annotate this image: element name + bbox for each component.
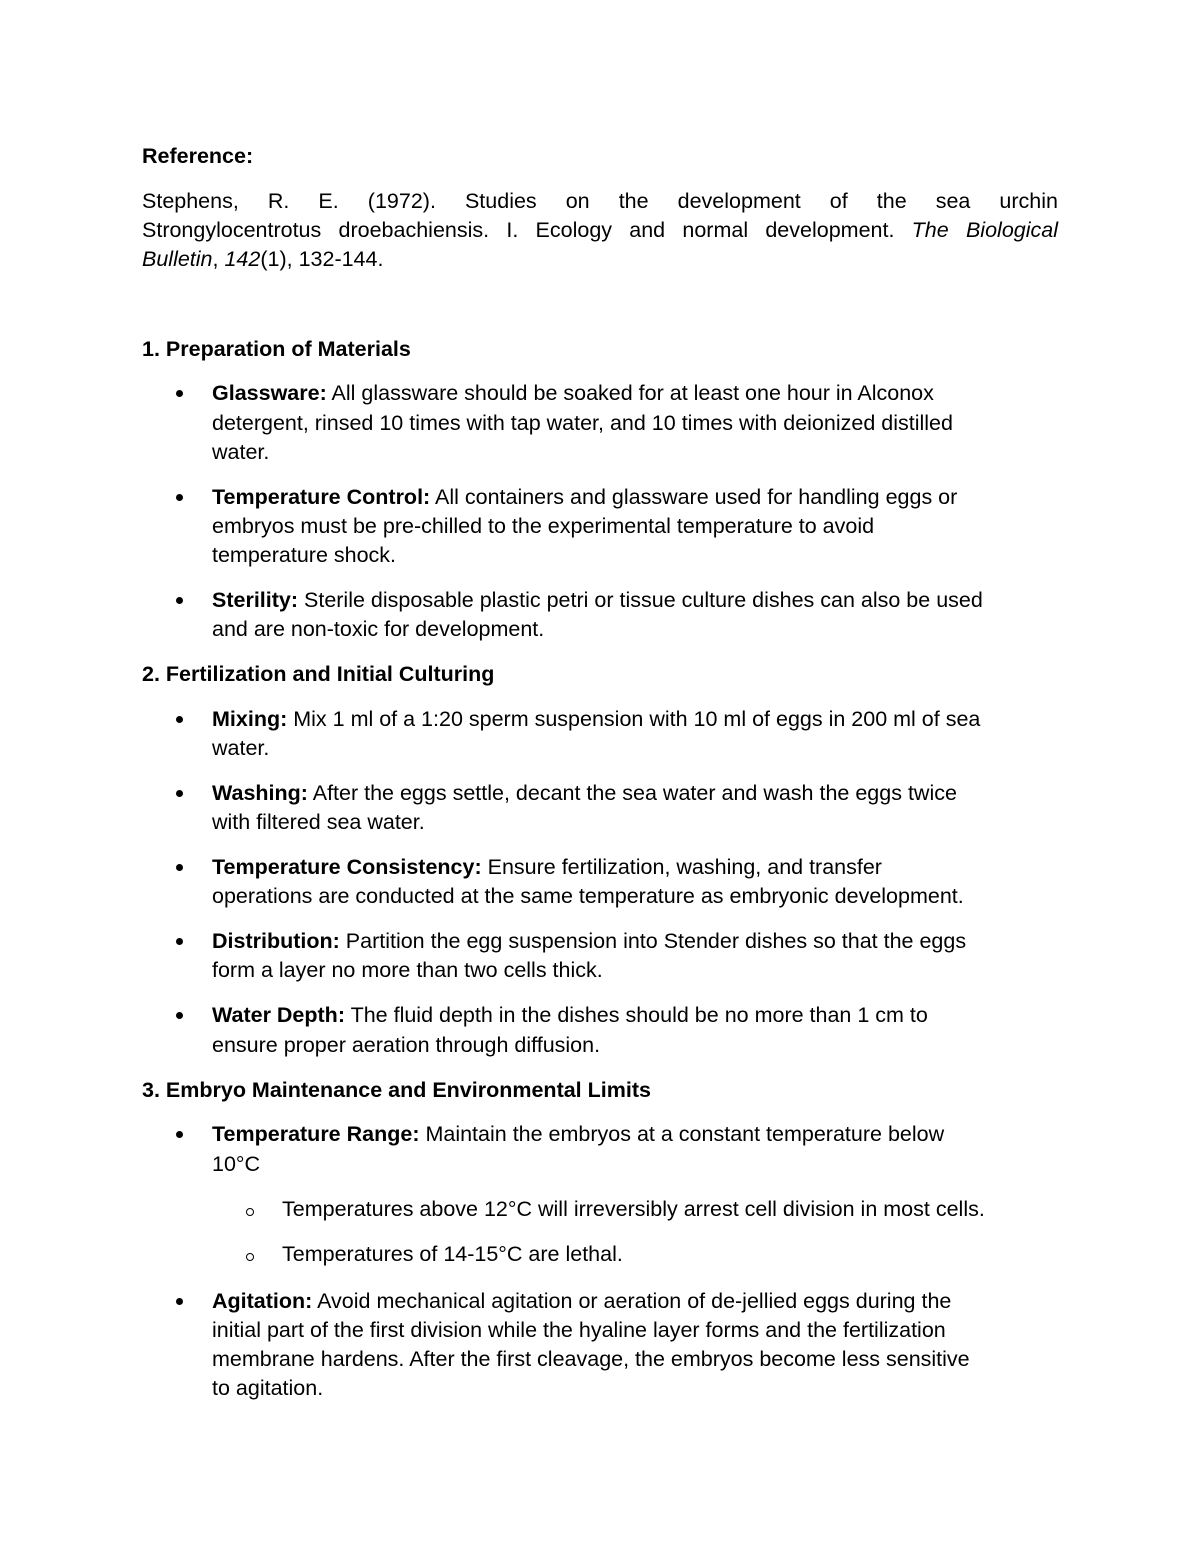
list-item-line	[212, 778, 957, 808]
list-item-line	[212, 704, 980, 734]
bullet-icon	[176, 597, 183, 604]
list-item-line: and are non-toxic for development.	[212, 617, 545, 641]
sub-list-item: Temperatures of 14-15°C are lethal.	[282, 1242, 623, 1266]
item-label: Washing:	[212, 781, 308, 805]
list-item-line	[212, 482, 957, 512]
sub-list-item: Temperatures above 12°C will irreversibly arrest cell division in most cells.	[282, 1197, 985, 1221]
item-label: Distribution:	[212, 929, 340, 953]
journal-name-part1: The Biological	[911, 218, 1058, 242]
citation-line-1: Stephens, R. E. (1972). Studies on the development of the sea urchin	[142, 189, 1058, 213]
item-label: Water Depth:	[212, 1003, 345, 1027]
item-label: Agitation:	[212, 1289, 313, 1313]
list-item-line: with filtered sea water.	[212, 810, 425, 834]
citation-line-2	[142, 215, 1058, 245]
list-item-line: temperature shock.	[212, 543, 397, 567]
item-text: Avoid mechanical agitation or aeration of de-jellied eggs during the	[312, 1289, 952, 1313]
list-item-line: water.	[212, 736, 270, 760]
list-item-line: detergent, rinsed 10 times with tap water, and 10 times with deionized distilled	[212, 411, 953, 435]
list-item-line: operations are conducted at the same temperature as embryonic development.	[212, 884, 964, 908]
citation-line-3	[142, 244, 383, 274]
list-item-line	[212, 1119, 944, 1149]
journal-name-part2: Bulletin	[142, 247, 213, 271]
reference-heading: Reference:	[142, 144, 254, 168]
bullet-icon	[176, 790, 183, 797]
citation-separator: ,	[212, 247, 225, 271]
bullet-icon	[176, 1012, 183, 1019]
item-text: All glassware should be soaked for at least one hour in Alconox	[326, 381, 934, 405]
list-item-line: 10°C	[212, 1152, 261, 1176]
item-label: Temperature Control:	[212, 485, 431, 509]
list-item-line	[212, 852, 882, 882]
list-item-line	[212, 585, 983, 615]
bullet-icon	[176, 494, 183, 501]
list-item-line: form a layer no more than two cells thick.	[212, 958, 603, 982]
list-item-line	[212, 378, 934, 408]
item-text: The fluid depth in the dishes should be no more than 1 cm to	[344, 1003, 928, 1027]
list-item-line: membrane hardens. After the first cleavage, the embryos become less sensitive	[212, 1347, 970, 1371]
section-title-3: 3. Embryo Maintenance and Environmental Limits	[142, 1078, 651, 1102]
list-item-line: water.	[212, 440, 270, 464]
item-text: Sterile disposable plastic petri or tissue culture dishes can also be used	[298, 588, 983, 612]
item-label: Temperature Range:	[212, 1122, 420, 1146]
item-label: Sterility:	[212, 588, 299, 612]
item-label: Glassware:	[212, 381, 327, 405]
bullet-icon	[176, 1131, 183, 1138]
list-item-line	[212, 926, 966, 956]
bullet-icon	[176, 1298, 183, 1305]
section-title-2: 2. Fertilization and Initial Culturing	[142, 662, 495, 686]
bullet-icon	[176, 864, 183, 871]
list-item-line: to agitation.	[212, 1376, 324, 1400]
list-item-line: ensure proper aeration through diffusion.	[212, 1033, 601, 1057]
list-item-line: embryos must be pre-chilled to the experimental temperature to avoid	[212, 514, 875, 538]
section-title-1: 1. Preparation of Materials	[142, 337, 411, 361]
journal-pages: (1), 132-144.	[260, 247, 384, 271]
item-text: After the eggs settle, decant the sea water and wash the eggs twice	[307, 781, 957, 805]
list-item-line	[212, 1286, 951, 1316]
list-item-line: initial part of the first division while the hyaline layer forms and the fertilization	[212, 1318, 946, 1342]
item-text: Partition the egg suspension into Stender dishes so that the eggs	[339, 929, 967, 953]
bullet-icon	[176, 938, 183, 945]
bullet-icon	[176, 390, 183, 397]
sub-bullet-icon	[246, 1253, 254, 1261]
sub-bullet-icon	[246, 1208, 254, 1216]
item-text: Mix 1 ml of a 1:20 sperm suspension with 10 ml of eggs in 200 ml of sea	[287, 707, 981, 731]
item-text: Ensure fertilization, washing, and transfer	[481, 855, 882, 879]
journal-volume: 142	[224, 247, 261, 271]
item-text: All containers and glassware used for handling eggs or	[430, 485, 958, 509]
list-item-line	[212, 1000, 928, 1030]
item-label: Temperature Consistency:	[212, 855, 482, 879]
item-label: Mixing:	[212, 707, 288, 731]
citation-text: Strongylocentrotus droebachiensis. I. Ecology and normal development.	[142, 218, 912, 242]
item-text: Maintain the embryos at a constant temperature below	[419, 1122, 945, 1146]
bullet-icon	[176, 716, 183, 723]
